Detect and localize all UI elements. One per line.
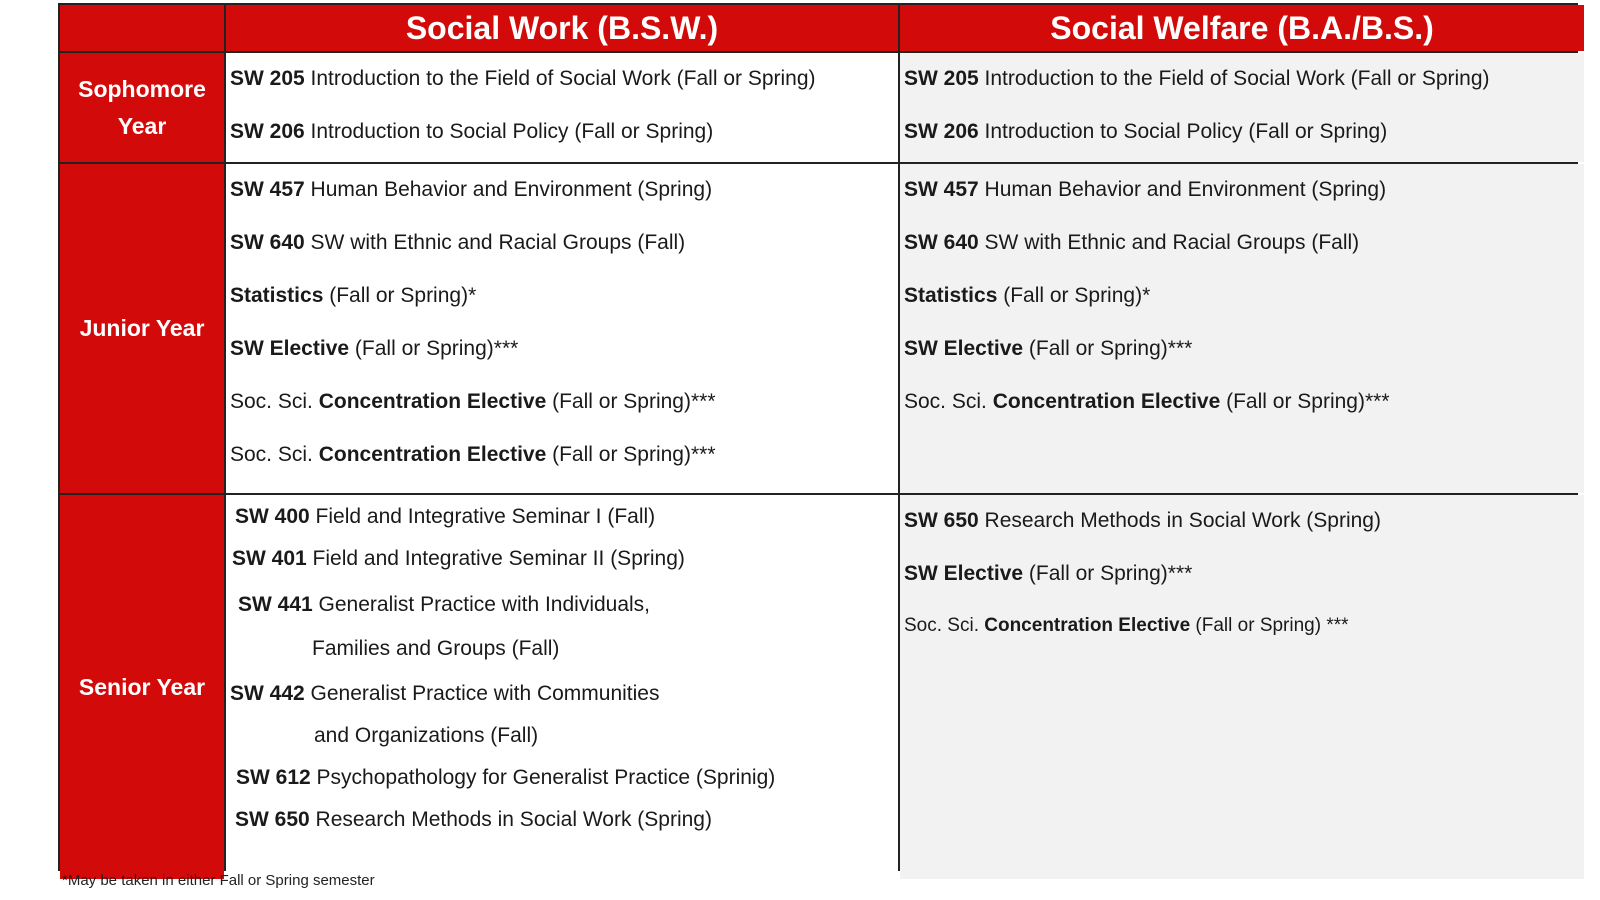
course-line: SW 457 Human Behavior and Environment (Spring) bbox=[904, 178, 1387, 201]
course-line: SW 640 SW with Ethnic and Racial Groups (Fall) bbox=[904, 231, 1360, 254]
course-line: Soc. Sci. Concentration Elective (Fall or Spring)*** bbox=[230, 390, 716, 413]
ba-sophomore-cell bbox=[900, 53, 1584, 162]
course-line: Statistics (Fall or Spring)* bbox=[904, 284, 1151, 307]
course-line: SW 612 Psychopathology for Generalist Practice (Sprinig) bbox=[236, 766, 776, 789]
course-line: SW 457 Human Behavior and Environment (Spring) bbox=[230, 178, 713, 201]
senior-year-label: Senior Year bbox=[60, 495, 224, 879]
course-line-continued: and Organizations (Fall) bbox=[314, 724, 539, 747]
course-line: Soc. Sci. Concentration Elective (Fall or Spring)*** bbox=[904, 390, 1390, 413]
course-line: SW Elective (Fall or Spring)*** bbox=[230, 337, 519, 360]
footnote: *May be taken in either Fall or Spring semester bbox=[62, 872, 375, 889]
course-line: SW 205 Introduction to the Field of Social Work (Fall or Spring) bbox=[904, 67, 1490, 90]
bsw-junior-cell bbox=[226, 164, 898, 493]
course-line: SW 401 Field and Integrative Seminar II (Spring) bbox=[232, 547, 685, 570]
course-line: Statistics (Fall or Spring)* bbox=[230, 284, 477, 307]
course-line: Soc. Sci. Concentration Elective (Fall or Spring)*** bbox=[230, 443, 716, 466]
course-line: SW 442 Generalist Practice with Communities bbox=[230, 682, 660, 705]
course-line: SW 206 Introduction to Social Policy (Fall or Spring) bbox=[230, 120, 714, 143]
curriculum-table bbox=[58, 3, 1578, 871]
ba-senior-cell bbox=[900, 495, 1584, 879]
course-line: Soc. Sci. Concentration Elective (Fall or Spring) *** bbox=[904, 615, 1349, 636]
course-line-continued: Families and Groups (Fall) bbox=[312, 637, 560, 660]
junior-year-label: Junior Year bbox=[60, 164, 224, 493]
course-line: SW 206 Introduction to Social Policy (Fall or Spring) bbox=[904, 120, 1388, 143]
ba-column-header: Social Welfare (B.A./B.S.) bbox=[900, 5, 1584, 51]
bsw-column-header: Social Work (B.S.W.) bbox=[226, 5, 898, 51]
bsw-sophomore-cell bbox=[226, 53, 898, 162]
corner-header-cell bbox=[60, 5, 224, 51]
ba-junior-cell bbox=[900, 164, 1584, 493]
course-line: SW 650 Research Methods in Social Work (Spring) bbox=[235, 808, 712, 831]
bsw-senior-cell bbox=[226, 495, 898, 879]
course-line: SW 640 SW with Ethnic and Racial Groups (Fall) bbox=[230, 231, 686, 254]
sophomore-year-label: Sophomore Year bbox=[60, 53, 224, 162]
course-line: SW Elective (Fall or Spring)*** bbox=[904, 562, 1193, 585]
course-line: SW Elective (Fall or Spring)*** bbox=[904, 337, 1193, 360]
course-line: SW 650 Research Methods in Social Work (Spring) bbox=[904, 509, 1381, 532]
course-line: SW 400 Field and Integrative Seminar I (Fall) bbox=[235, 505, 656, 528]
course-line: SW 205 Introduction to the Field of Social Work (Fall or Spring) bbox=[230, 67, 816, 90]
course-line: SW 441 Generalist Practice with Individuals, bbox=[238, 593, 651, 616]
